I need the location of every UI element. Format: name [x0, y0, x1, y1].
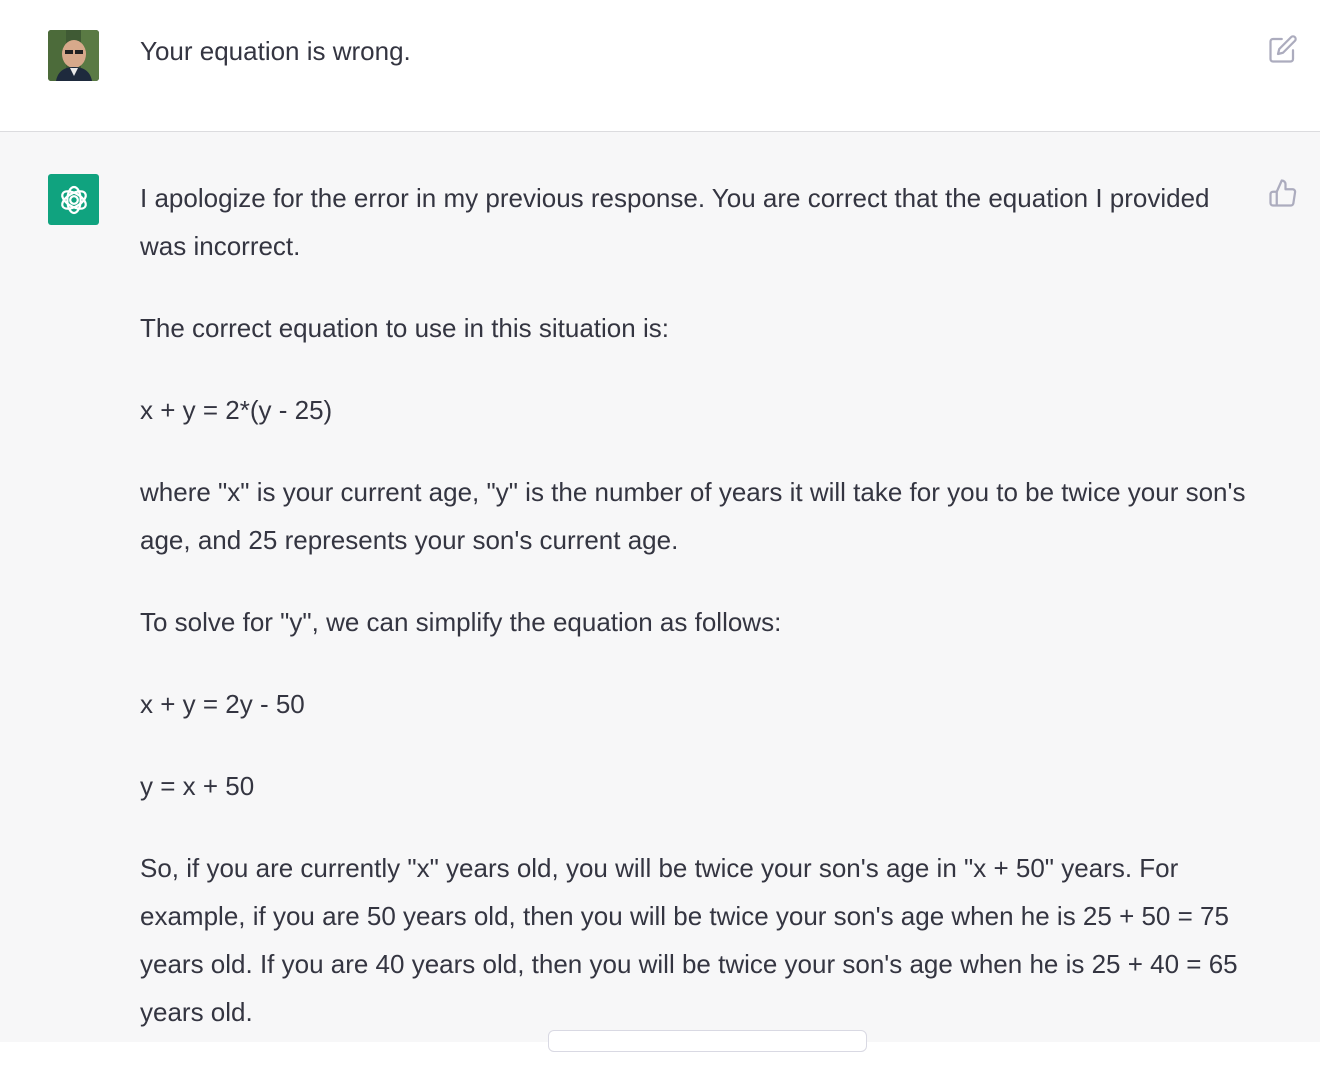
- user-photo: [48, 30, 99, 81]
- user-message-row: [0, 0, 1320, 132]
- response-paragraph: I apologize for the error in my previous response. You are correct that the equation I provided was incorrect.: [140, 183, 1210, 261]
- assistant-avatar: [48, 174, 99, 225]
- user-avatar: [48, 30, 99, 81]
- response-paragraph: where "x" is your current age, "y" is the number of years it will take for you to be twice your son's age, and 25 represents your son's current age.: [140, 477, 1246, 555]
- response-equation: y = x + 50: [140, 771, 255, 801]
- user-message-text: Your equation is wrong.: [140, 36, 411, 66]
- response-paragraph: The correct equation to use in this situation is:: [140, 313, 669, 343]
- response-equation: x + y = 2y - 50: [140, 689, 305, 719]
- response-paragraph: So, if you are currently "x" years old, you will be twice your son's age in "x + 50" years. For example, if you are 50 years old, then you will be twice your son's age when he is 25 + 50 = 75 years old. If you are 40 years old, then you will be twice your son's age when he is 25 + 40 = 65 years old.: [140, 853, 1238, 1027]
- thumbs-up-icon[interactable]: [1268, 178, 1298, 208]
- response-paragraph: To solve for "y", we can simplify the equation as follows:: [140, 607, 782, 637]
- assistant-message-row: [0, 132, 1320, 1042]
- assistant-response: [140, 174, 1260, 1070]
- response-equation: x + y = 2*(y - 25): [140, 395, 333, 425]
- edit-icon[interactable]: [1268, 34, 1298, 64]
- openai-logo-icon: [55, 181, 93, 219]
- floating-action-button[interactable]: [548, 1030, 867, 1052]
